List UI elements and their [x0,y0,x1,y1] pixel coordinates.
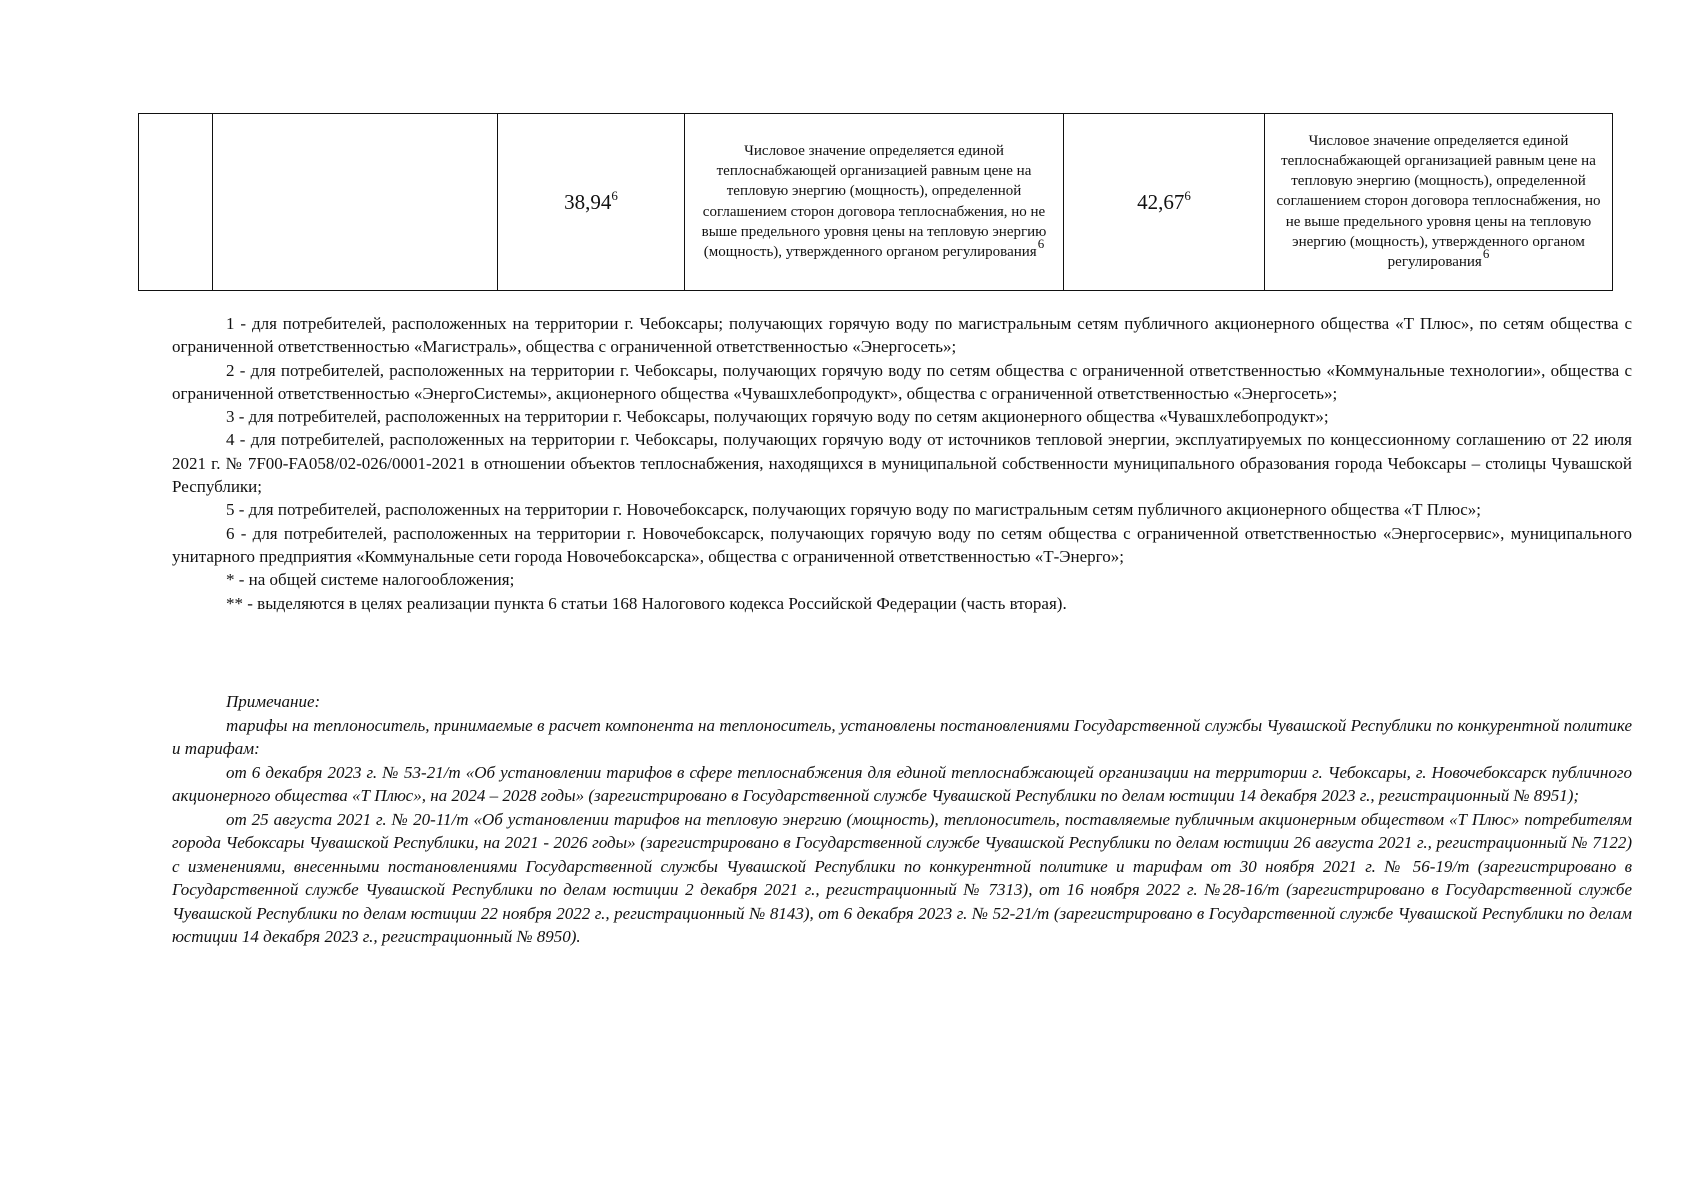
remark-paragraph: от 25 августа 2021 г. № 20-11/т «Об установлении тарифов на тепловую энергию (мощность), теплоноситель, поставляемые публичным акционерным обществом «Т Плюс» потребителям города Чебоксары Чувашской Республики, на 2021 - 2026 годы» (зарегистрировано в Государственной службе Чувашской Республики по делам юстиции 26 августа 2021 г., регистрационный № 7122) с изменениями, внесенными постановлениями Государственной службы Чувашской Республики по конкурентной политике и тарифам от 30 ноября 2021 г. № 56-19/т (зарегистрировано в Государственной службе Чувашской Республики по делам юстиции 2 декабря 2021 г., регистрационный № 7313), от 16 ноября 2022 г. №28-16/т (зарегистрировано в Государственной службе Чувашской Республики по делам юстиции 22 ноября 2022 г., регистрационный № 8143), от 6 декабря 2023 г. № 52-21/т (зарегистрировано в Государственной службе Чувашской Республики по делам юстиции 14 декабря 2023 г., регистрационный № 8950). [172,809,1632,946]
table-cell-description-1 [685,114,1064,291]
table-cell-value-1 [498,114,685,291]
value-1-footnote: 6 [611,187,618,203]
value-2: 42,67 [1137,189,1185,214]
remark-heading: Примечание: [226,692,321,711]
table-row [139,114,1613,291]
footnote-item: ** - выделяются в целях реализации пункта 6 статьи 168 Налогового кодекса Российской Федерации (часть вторая). [226,593,1067,613]
footnote-item: 3 - для потребителей, расположенных на территории г. Чебоксары, получающих горячую воду по сетям акционерного общества «Чувашхлебопродукт»; [226,407,1329,427]
footnote-item: 1 - для потребителей, расположенных на территории г. Чебоксары; получающих горячую воду по магистральным сетям публичного акционерного общества «Т Плюс», по сетям общества с ограниченной ответственностью «Магистраль», общества с ограниченной ответственностью «Энергосеть»; [172,314,1632,357]
remark-paragraph: от 6 декабря 2023 г. № 53-21/т «Об установлении тарифов в сфере теплоснабжения для единой теплоснабжающей организации на территории г. Чебоксары, г. Новочебоксарск публичного акционерного общества «Т Плюс», на 2024 – 2028 годы» (зарегистрировано в Государственной службе Чувашской Республики по делам юстиции 14 декабря 2023 г., регистрационный № 8951); [172,762,1632,805]
description-1: Числовое значение определяется единой теплоснабжающей организацией равным цене на тепловую энергию (мощность), определенной соглашением сторон договора теплоснабжения, но не выше предельного уровня цены на тепловую энергию (мощность), утвержденного органом регулирования [701,142,1047,260]
table-cell-description-2 [1265,114,1613,291]
value-2-footnote: 6 [1184,187,1191,203]
description-1-footnote: 6 [1037,235,1045,251]
remark-paragraph: тарифы на теплоноситель, принимаемые в расчет компонента на теплоноситель, установлены постановлениями Государственной службы Чувашской Республики по конкурентной политике и тарифам: [172,715,1632,758]
description-2: Числовое значение определяется единой теплоснабжающей организацией равным цене на тепловую энергию (мощность), определенной соглашением сторон договора теплоснабжения, но не выше предельного уровня цены на тепловую энергию (мощность), утвержденного органом регулирования [1276,132,1601,270]
value-1: 38,94 [564,189,612,214]
table-cell-number [139,114,213,291]
tariff-table [138,113,1613,291]
description-2-footnote: 6 [1482,246,1490,261]
table-cell-value-2 [1064,114,1265,291]
remark-section [172,690,1632,949]
footnotes [172,312,1632,615]
footnote-item: 5 - для потребителей, расположенных на территории г. Новочебоксарск, получающих горячую воду по магистральным сетям публичного акционерного общества «Т Плюс»; [226,500,1481,520]
table-cell-name [213,114,498,291]
footnote-item: 4 - для потребителей, расположенных на территории г. Чебоксары, получающих горячую воду от источников тепловой энергии, эксплуатируемых по концессионному соглашению от 22 июля 2021 г. № 7F00-FA058/02-026/0001-2021 в отношении объектов теплоснабжения, находящихся в муниципальной собственности муниципального образования города Чебоксары – столицы Чувашской Республики; [172,430,1632,497]
footnote-item: * - на общей системе налогообложения; [226,570,515,590]
footnote-item: 2 - для потребителей, расположенных на территории г. Чебоксары, получающих горячую воду по сетям общества с ограниченной ответственностью «Коммунальные технологии», общества с ограниченной ответственностью «ЭнергоСистемы», акционерного общества «Чувашхлебопродукт», общества с ограниченной ответственностью «Энергосеть»; [172,360,1632,403]
footnote-item: 6 - для потребителей, расположенных на территории г. Новочебоксарск, получающих горячую воду по сетям общества с ограниченной ответственностью «Энергосервис», муниципального унитарного предприятия «Коммунальные сети города Новочебоксарска», общества с ограниченной ответственностью «Т-Энерго»; [172,523,1632,566]
